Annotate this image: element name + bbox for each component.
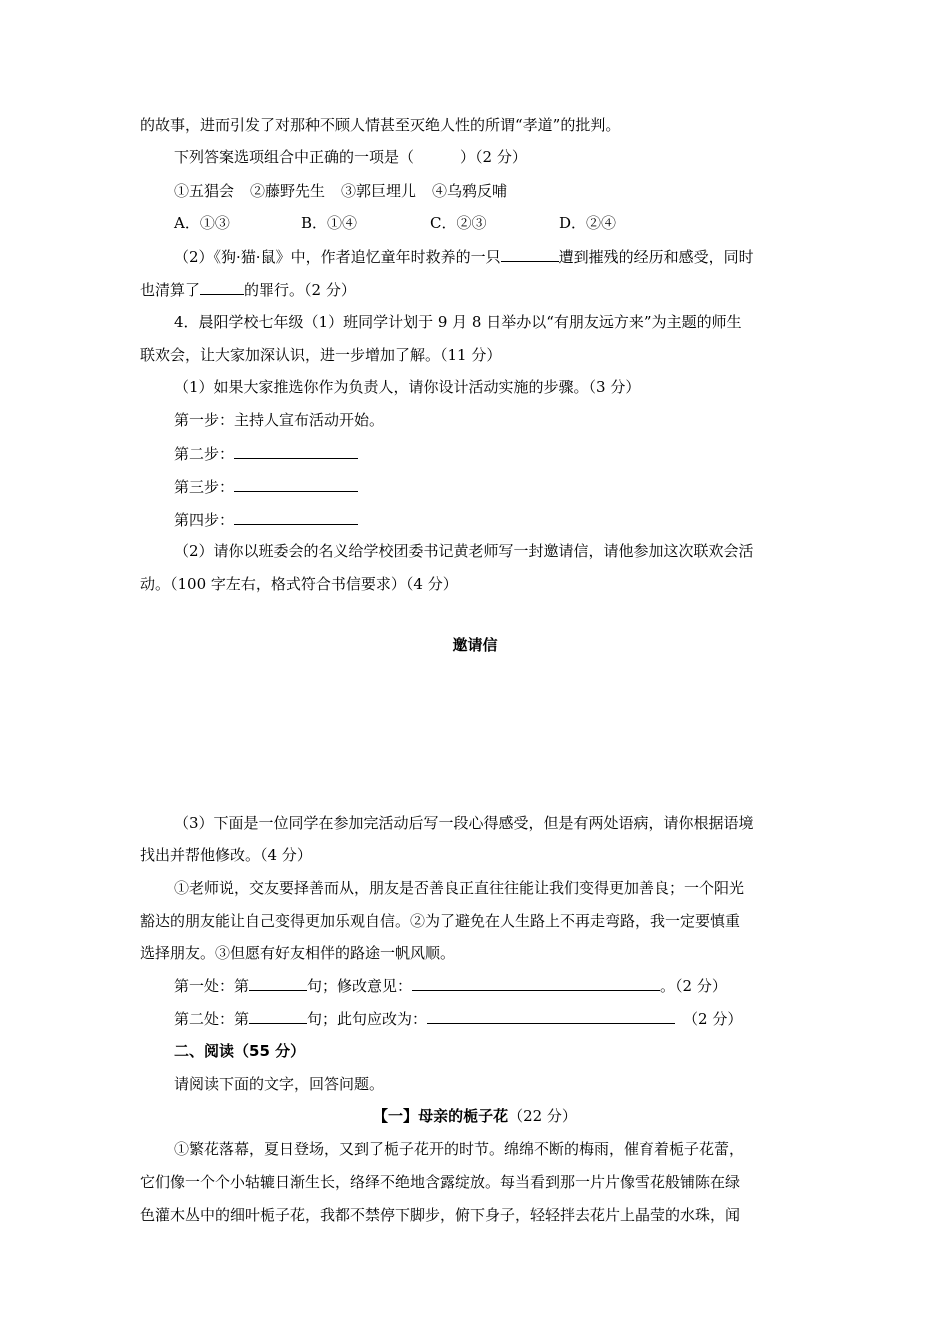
step-line <box>174 509 358 530</box>
passage-title-text: 母亲的栀子花 <box>418 1107 509 1125</box>
question-text: 的罪行。（2 分） <box>244 281 356 299</box>
score-text: 。（2 分） <box>660 977 727 995</box>
question-text: （2）《狗·猫·鼠》中，作者追忆童年时救养的一只 <box>174 248 501 266</box>
text-line: 动。（100 字左右，格式符合书信要求）（4 分） <box>140 575 458 593</box>
passage-title <box>0 1106 950 1126</box>
passage-line: 豁达的朋友能让自己变得更加乐观自信。②为了避免在人生路上不再走弯路，我一定要慎重 <box>140 912 741 930</box>
correction-blank[interactable] <box>412 975 660 991</box>
text-line: 联欢会，让大家加深认识，进一步增加了解。（11 分） <box>140 346 502 364</box>
option-item: ④乌鸦反哺 <box>432 182 508 200</box>
sub-question: （3）下面是一位同学在参加完活动后写一段心得感受，但是有两处语病，请你根据语境 <box>174 814 754 832</box>
passage-line: 它们像一个个小轱辘日渐生长，络绎不绝地含露绽放。每当看到那一片片像雪花般铺陈在绿 <box>140 1173 741 1191</box>
question-text: 下列答案选项组合中正确的一项是（ <box>174 148 415 166</box>
answer-option-b: B．①④ <box>301 214 358 232</box>
correction-label: 第一处：第 <box>174 977 250 995</box>
passage-line: ①繁花落幕，夏日登场，又到了栀子花开的时节。绵绵不断的梅雨，催育着栀子花蕾， <box>174 1140 745 1158</box>
correction-label: 句；修改意见： <box>307 977 413 995</box>
correction-line <box>174 1008 742 1029</box>
correction-blank[interactable] <box>427 1008 675 1024</box>
step-label: 第三步： <box>174 478 235 496</box>
passage-line: 色灌木丛中的细叶栀子花，我都不禁停下脚步，俯下身子，轻轻拌去花片上晶莹的水珠，闻 <box>140 1206 741 1224</box>
sub-question: （1）如果大家推选你作为负责人，请你设计活动实施的步骤。（3 分） <box>174 378 641 396</box>
option-item: ②藤野先生 <box>250 182 326 200</box>
text-line: 找出并帮他修改。（4 分） <box>140 846 312 864</box>
sentence-number-blank[interactable] <box>249 975 307 991</box>
correction-line <box>174 975 727 996</box>
question-text: 遭到摧残的经历和感受，同时 <box>558 248 754 266</box>
option-item: ①五猖会 <box>174 182 235 200</box>
step-label: 第四步： <box>174 511 235 529</box>
passage-line: ①老师说，交友要择善而从，朋友是否善良正直往往能让我们变得更加善良；一个阳光 <box>174 879 745 897</box>
answer-option-c: C．②③ <box>430 214 487 232</box>
option-item: ③郭巨埋儿 <box>341 182 417 200</box>
score-text: ）（2 分） <box>460 148 527 166</box>
correction-label: 第二处：第 <box>174 1010 250 1028</box>
score-text: （2 分） <box>683 1010 743 1028</box>
question-line <box>140 279 356 300</box>
passage-title-score: （22 分） <box>508 1107 577 1125</box>
step-line: 第一步：主持人宣布活动开始。 <box>174 411 385 429</box>
step-label: 第二步： <box>174 445 235 463</box>
question-heading: 4．晨阳学校七年级（1）班同学计划于 9 月 8 日举办以“有朋友远方来”为主题的师生 <box>174 313 742 331</box>
question-line <box>174 147 527 167</box>
letter-title: 邀请信 <box>452 636 498 654</box>
correction-label: 句；此句应改为： <box>307 1010 428 1028</box>
answer-option-a: A．①③ <box>174 214 230 232</box>
passage-line: 选择朋友。③但愿有好友相伴的路途一帆风顺。 <box>140 944 456 962</box>
text-line: 的故事，进而引发了对那种不顾人情甚至灭绝人性的所谓“孝道”的批判。 <box>140 116 621 134</box>
question-text: 也清算了 <box>140 281 201 299</box>
answer-option-d: D．②④ <box>559 214 617 232</box>
step-answer-blank[interactable] <box>234 509 358 525</box>
sentence-number-blank[interactable] <box>249 1008 307 1024</box>
step-line <box>174 443 358 464</box>
fill-blank[interactable] <box>501 246 559 262</box>
options-line <box>174 181 507 201</box>
sub-question: （2）请你以班委会的名义给学校团委书记黄老师写一封邀请信，请他参加这次联欢会活 <box>174 542 754 560</box>
step-answer-blank[interactable] <box>234 443 358 459</box>
step-line <box>174 476 358 497</box>
passage-title-prefix: 【一】 <box>373 1107 419 1125</box>
step-answer-blank[interactable] <box>234 476 358 492</box>
fill-blank[interactable] <box>200 279 244 295</box>
section-heading: 二、阅读（55 分） <box>174 1042 306 1060</box>
question-line <box>174 246 754 267</box>
instruction-line: 请阅读下面的文字，回答问题。 <box>174 1075 385 1093</box>
